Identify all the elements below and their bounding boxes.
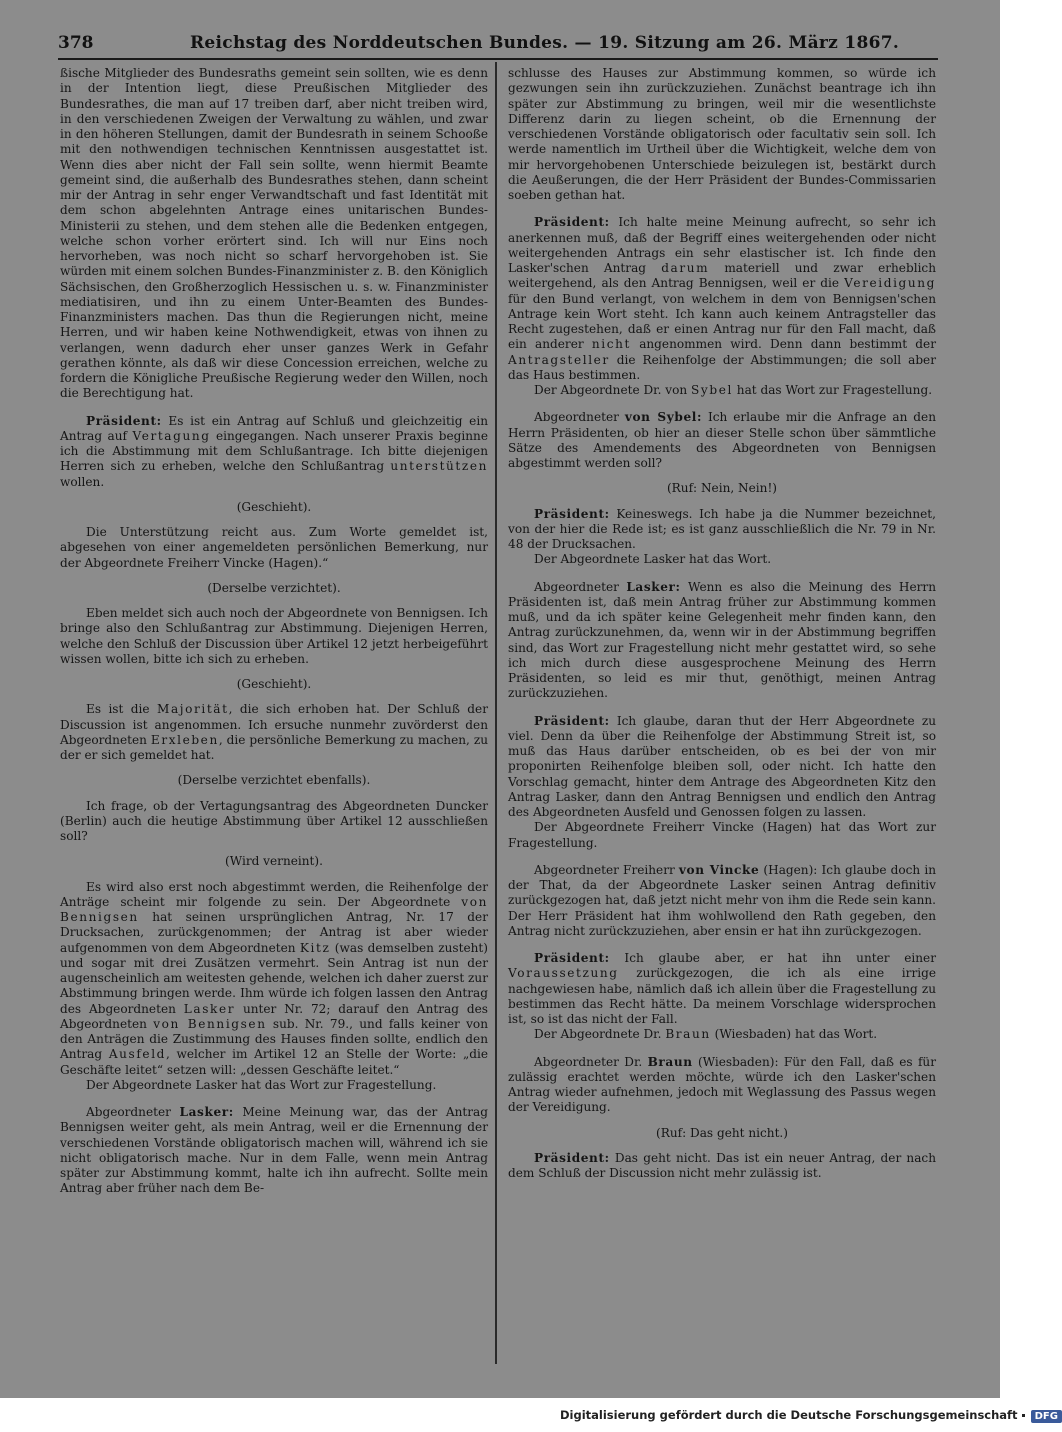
text-run: schlusse des Hauses zur Abstimmung kommen, so würde ich gezwungen sein ihn zurückzuziehen. Zunächst beantrage ich ihn später zur Abstimmung zu bringen, weil mir die wesentlichste Differenz darin zu liegen scheint, ob die Ernennung der verschiedenen Vorstände obligatorisch oder facultativ sein soll. Ich werde namentlich im Urtheil über die Wichtigkeit, welche dem von mir hervorgehobenen Unterschiede beizulegen ist, bestärkt durch die Aeußerungen, die der Herr Präsident der Bundes-Commissarien soeben gethan hat. — [508, 66, 936, 202]
text-run: (was demselben zusteht) und sogar mit drei Zusätzen vermehrt. Sein Antrag ist nun der augenscheinlich am weitesten gehende, welchen ich daher zuerst zur Abstimmung bringen werde. Ihm würde ich folgen lassen den Antrag des Abgeordneten — [60, 940, 489, 1016]
text-run: (Wiesbaden) hat das Wort. — [710, 1027, 878, 1042]
speaker-name: Präsident: — [534, 1150, 610, 1165]
paragraph — [508, 1151, 936, 1182]
emphasis-text: von Bennigsen — [60, 894, 488, 924]
paragraph — [508, 863, 936, 939]
text-run: Ich glaube aber, er hat ihn unter einer — [609, 951, 936, 965]
text-run: Der Abgeordnete Freiherr Vincke (Hagen) hat das Wort zur Fragestellung. — [508, 820, 936, 850]
paragraph — [60, 702, 488, 763]
paragraph — [508, 507, 936, 553]
paragraph — [60, 525, 488, 571]
emphasis-text: unterstützen — [390, 459, 488, 474]
text-run: Der Abgeordnete Lasker hat das Wort. — [534, 552, 772, 567]
emphasis-text: Sybel — [691, 383, 733, 397]
text-run: Es wird also erst noch abgestimmt werden, die Reihenfolge der Anträge scheint mir folgende zu sein. Der Abgeordnete — [60, 879, 488, 909]
emphasis-text: von Bennigsen — [153, 1016, 267, 1031]
emphasis-text: Vertagung — [132, 428, 211, 443]
emphasis-text: Erxleben — [150, 732, 219, 747]
emphasis-text: nicht — [591, 337, 631, 352]
text-run: (Derselbe verzichtet ebenfalls). — [177, 773, 371, 788]
paragraph — [508, 1027, 936, 1042]
text-run: Der Abgeordnete Dr. von — [534, 383, 692, 397]
text-run: Abgeordneter Dr. — [534, 1054, 648, 1069]
speaker-name: Lasker: — [626, 579, 681, 594]
text-run: Ich erlaube mir die Anfrage an den Herrn Präsidenten, ob hier an dieser Stelle schon über sämmtliche Sätze des Amendements des Abgeordneten von Bennigsen abgestimmt werden soll? — [508, 410, 936, 470]
text-run: (Hagen): Ich glaube doch in der That, da der Abgeordnete Lasker seinen Antrag definitiv zurückgezogen hat, daß jetzt nicht mehr von ihm die Rede sein kann. Der Herr Präsident hat ihm wohlwollend den Rath gegeben, den Antrag nicht zurückzuziehen, aber ensin er hat ihn zurückgezogen. — [508, 862, 937, 938]
speaker-name: Braun — [647, 1054, 693, 1069]
speaker-name: Präsident: — [534, 951, 610, 965]
paragraph — [60, 414, 488, 490]
text-run: Eben meldet sich auch noch der Abgeordnete von Bennigsen. Ich bringe also den Schlußantrag zur Abstimmung. Diejenigen Herren, welche den Schluß der Discussion über Artikel 12 jetzt herbeigeführt wissen wollen, bitte ich sich zu erheben. — [60, 606, 488, 666]
emphasis-text: Ausfeld — [108, 1047, 166, 1062]
paragraph — [508, 215, 936, 383]
text-run: (Wiesbaden): Für den Fall, daß es für zulässig erachtet werden möchte, würde ich den Lasker'schen Antrag wieder aufnehmen, jedoch mit Weglassung des Passus wegen der Vereidigung. — [508, 1054, 936, 1115]
paragraph — [60, 66, 488, 402]
text-run: Meine Meinung war, das der Antrag Bennigsen weiter geht, als mein Antrag, weil er die Ernennung der verschiedenen Vorstände obligatorisch machen will, während ich sie nicht obligatorisch mache. Nur in dem Falle, wenn mein Antrag später zur Abstimmung kommt, halte ich ihn aufrecht. Sollte mein Antrag aber früher nach dem Be- — [60, 1105, 488, 1196]
running-title: Reichstag des Norddeutschen Bundes. — 19. Sitzung am 26. März 1867. — [190, 33, 900, 53]
separator-dot — [1022, 1414, 1025, 1417]
text-run: Abgeordneter — [534, 579, 627, 594]
stage-direction — [60, 773, 488, 788]
speaker-name: Präsident: — [86, 413, 162, 428]
speaker-name: Lasker: — [179, 1105, 234, 1119]
paragraph — [60, 1105, 488, 1197]
paragraph — [508, 66, 936, 203]
speaker-name: Präsident: — [534, 713, 610, 728]
text-run: Abgeordneter — [534, 410, 625, 425]
stage-direction — [60, 581, 488, 596]
text-run: (Ruf: Nein, Nein!) — [666, 481, 778, 496]
stage-direction — [508, 1126, 936, 1141]
page-number: 378 — [58, 33, 94, 53]
paragraph — [508, 580, 936, 702]
text-run: Ich halte meine Meinung aufrecht, so sehr ich anerkennen muß, daß der Begriff eines weitergehenden oder nicht weitergehenden Antrags ein sehr elastischer ist. Ich finde den Lasker'schen Antrag — [508, 215, 936, 275]
paragraph — [508, 552, 936, 567]
right-column — [508, 66, 936, 1366]
text-run: Es ist die — [86, 702, 157, 717]
page-header — [58, 33, 938, 55]
text-run: , die sich erhoben hat. Der Schluß der Discussion ist angenommen. Ich ersuche nunmehr zuvörderst den Abgeordneten — [60, 702, 488, 747]
text-run: Ich glaube, daran thut der Herr Abgeordnete zu viel. Denn da über die Reihenfolge der Abstimmung Streit ist, so muß das Haus darüber entscheiden, ob es bei der von mir proponirten Reihenfolge bleiben soll, oder nicht. Ich hatte den Vorschlag gemacht, hinter dem Antrage des Abgeordneten Kitz den Antrag Lasker, dann den Antrag Bennigsen und endlich den Antrag des Abgeordneten Ausfeld und Genossen folgen zu lassen. — [508, 713, 936, 819]
paragraph — [508, 410, 936, 471]
text-run: Ich frage, ob der Vertagungsantrag des Abgeordneten Duncker (Berlin) auch die heutige Abstimmung über Artikel 12 ausschließen soll? — [60, 798, 488, 843]
text-run: Abgeordneter Freiherr — [534, 862, 679, 877]
text-run: Wenn es also die Meinung des Herrn Präsidenten ist, daß mein Antrag früher zur Abstimmung kommen muß, und da ich später keine Gelegenheit mehr finden kann, den Antrag zurückzunehmen, da, wenn wir in der Abstimmung begriffen sind, das Wort zur Fragestellung nicht mehr gestattet wird, so sehe ich mich durch diese ausgesprochene Meinung des Herrn Präsidenten, so leid es mir thut, genöthigt, meinen Antrag zurückzuziehen. — [508, 579, 936, 701]
text-run: eingegangen. Nach unserer Praxis beginne ich die Abstimmung mit dem Schlußantrage. Ich bitte diejenigen Herren sich zu erheben, welche den Schlußantrag — [60, 428, 488, 474]
text-run: die Reihenfolge der Abstimmungen; die soll aber das Haus bestimmen. — [508, 352, 936, 382]
footer — [560, 1408, 1058, 1428]
speaker-name: von Vincke — [678, 862, 760, 877]
text-run: ßische Mitglieder des Bundesraths gemeint sein sollten, wie es denn in der Intention liegt, diese Preußischen Mitglieder des Bundesrathes, die man auf 17 treiben darf, aber nicht treiben wird, in den verschiedenen Zweigen der Verwaltung zu wählen, und zwar in den höheren Stellungen, damit der Bundesrath in seinem Schooße mit den nothwendigen technischen Kenntnissen ausgestattet ist. Wenn dies aber nicht der Fall sein sollte, wenn hiermit Beamte gemeint sind, die außerhalb des Bundesrathes stehen, dann scheint mir der Antrag in sehr enger Verwandtschaft und fast Identität mit dem schon abgelehnten Antrage eines unitarischen Bundes-Ministerii zu stehen, und dem stehen alle die Bedenken entgegen, welche schon vorher erörtert sind. Ich will nur Eins noch hervorheben, was noch nicht so scharf hervorgehoben ist. Sie würden mit einem solchen Bundes-Finanzminister z. B. den Königlich Sächsischen, den Großherzoglich Hessischen u. s. w. Finanzminister mediatisiren, und ihn zu einem Unter-Beamten des Bundes-Finanzministers machen. Das thun die Regierungen nicht, meine Herren, und wir haben keine Nothwendigkeit, etwas von ihnen zu verlangen, wenn dadurch eher unser ganzes Werk in Gefahr gerathen könnte, als daß wir diese Concession erreichen, welche zu fordern die Königliche Preußische Regierung weder den Willen, noch die Berechtigung hat. — [60, 66, 488, 401]
dfg-logo: DFG — [1031, 1410, 1062, 1423]
paragraph — [508, 383, 936, 398]
text-run: Die Unterstützung reicht aus. Zum Worte gemeldet ist, abgesehen von einer angemeldeten persönlichen Bemerkung, nur der Abgeordnete Freiherr Vincke (Hagen).“ — [60, 525, 488, 570]
stage-direction — [60, 500, 488, 515]
text-run: wollen. — [60, 474, 105, 489]
emphasis-text: Majorität — [156, 702, 229, 717]
paragraph — [60, 799, 488, 845]
text-run: zurückgezogen, die ich als eine irrige nachgewiesen habe, nämlich daß ich allein über die Fragestellung zu bestimmen das Recht hätte. Da meinem Vorschlage widersprochen ist, so ist das nicht der Fall. — [508, 966, 936, 1026]
emphasis-text: Kitz — [299, 940, 331, 955]
text-run: Der Abgeordnete Lasker hat das Wort zur Fragestellung. — [86, 1077, 437, 1092]
text-run: , die persönliche Bemerkung zu machen, zu der er sich gemeldet hat. — [60, 732, 488, 762]
paragraph — [60, 1078, 488, 1093]
text-run: unter Nr. 72; darauf den Antrag des Abgeordneten — [60, 1001, 488, 1031]
text-run: sub. Nr. 79., und falls keiner von den Anträgen die Zustimmung des Hauses finden sollte, endlich den Antrag — [60, 1016, 488, 1062]
paragraph — [508, 1055, 936, 1116]
stage-direction — [60, 854, 488, 869]
text-run: (Geschieht). — [236, 499, 312, 514]
stage-direction — [60, 677, 488, 692]
paragraph — [508, 714, 936, 821]
funding-notice: Digitalisierung gefördert durch die Deutsche Forschungsgemeinschaft — [560, 1408, 1018, 1422]
header-rule — [58, 58, 938, 60]
text-run: hat seinen ursprünglichen Antrag, Nr. 17 der Drucksachen, zurückgenommen; der Antrag ist aber wieder aufgenommen von dem Abgeordneten — [60, 910, 488, 955]
text-run: Keineswegs. Ich habe ja die Nummer bezeichnet, von der hier die Rede ist; es ist ganz ausschließlich die Nr. 79 in Nr. 48 der Drucksachen. — [508, 506, 936, 551]
paragraph — [60, 880, 488, 1078]
text-run: (Wird verneint). — [225, 854, 323, 869]
text-run: , welcher im Artikel 12 an Stelle der Worte: „die Geschäfte leitet“ setzen will: „dessen Geschäfte leitet.“ — [60, 1047, 489, 1077]
text-run: materiell und zwar erheblich weitergehend, als den Antrag Bennigsen, weil er die — [508, 261, 936, 291]
speaker-name: Präsident: — [534, 215, 610, 230]
text-run: angenommen wird. Denn dann bestimmt der — [630, 337, 936, 352]
emphasis-text: Voraussetzung — [508, 966, 619, 981]
speaker-name: von Sybel: — [624, 410, 703, 425]
text-run: Das geht nicht. Das ist ein neuer Antrag, der nach dem Schluß der Discussion nicht mehr zulässig ist. — [508, 1150, 936, 1180]
text-run: (Geschieht). — [236, 677, 312, 691]
text-run: (Derselbe verzichtet). — [207, 580, 341, 595]
text-run: Der Abgeordnete Dr. — [534, 1027, 666, 1042]
text-run: (Ruf: Das geht nicht.) — [656, 1125, 788, 1140]
paragraph — [508, 820, 936, 851]
left-column — [60, 66, 488, 1366]
speaker-name: Präsident: — [534, 506, 610, 521]
emphasis-text: Antragsteller — [508, 352, 610, 367]
emphasis-text: Lasker — [183, 1001, 236, 1016]
text-run: Es ist ein Antrag auf Schluß und gleichzeitig ein Antrag auf — [60, 413, 488, 443]
emphasis-text: Braun — [665, 1027, 711, 1042]
emphasis-text: darum — [661, 261, 710, 275]
text-run: hat das Wort zur Fragestellung. — [732, 383, 933, 397]
column-divider — [495, 62, 497, 1364]
paragraph — [508, 951, 936, 1027]
text-run: Abgeordneter — [86, 1105, 180, 1119]
stage-direction — [508, 481, 936, 496]
emphasis-text: Vereidigung — [844, 276, 936, 291]
text-run: für den Bund verlangt, von welchem in dem von Bennigsen'schen Antrage kein Wort steht. Ich kann auch keinem Antragsteller das Recht zugestehen, daß er einen Antrag nur für den Fall macht, daß ein anderer — [508, 291, 936, 352]
paragraph — [60, 606, 488, 667]
